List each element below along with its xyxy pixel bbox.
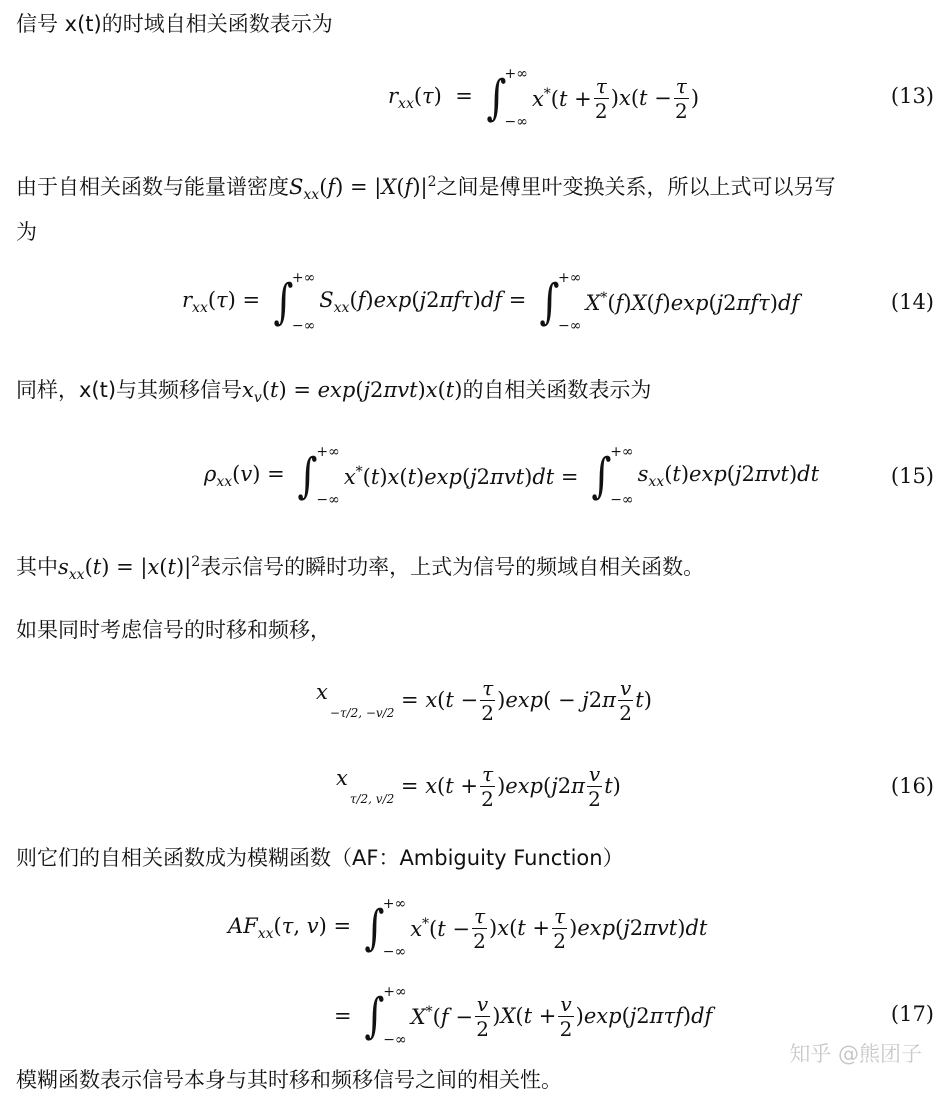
equation-number-17: (17) xyxy=(890,1002,934,1026)
paragraph-6: 则它们的自相关函数成为模糊函数（AF：Ambiguity Function） xyxy=(16,846,624,870)
paragraph-1: 信号 x(t)的时域自相关函数表示为 xyxy=(16,12,333,36)
equation-number-15: (15) xyxy=(890,464,934,488)
equation-16-line-2: x τ/2, v/2 = x(t + $\frac{\tau}{2}$ )exp(j2π $\frac{v}{2}$ t) xyxy=(336,761,621,811)
paragraph-3-text-b: 的自相关函数表示为 xyxy=(462,378,652,402)
paragraph-2: 由于自相关函数与能量谱密度$S_{xx}(f) = |X(f)|^2$之间是傅里叶变换关系，所以上式可以另写 xyxy=(16,174,836,204)
equation-number-13: (13) xyxy=(890,84,934,108)
equation-number-14: (14) xyxy=(890,290,934,314)
equation-13: $r_{xx}(\tau)$ = ∫ +∞ −∞ x*(t + $\frac{\tau}{2}$ )x(t − $\frac{\tau}{2}$ ) xyxy=(388,66,700,130)
equation-15: $\rho_{xx}(v)$ = ∫ +∞ −∞ x*(t)x(t)exp(j2πvt)dt = ∫ +∞ −∞ $s_{xx}(t)\exp(j2\pi vt)dt$ xyxy=(204,444,820,508)
paragraph-4: 其中$s_{xx}(t) = |x(t)|^2$表示信号的瞬时功率，上式为信号的频域自相关函数。 xyxy=(16,554,705,584)
paragraph-2-continued: 为 xyxy=(16,220,37,244)
equation-17-line-2: = ∫ +∞ −∞ X*(f − $\frac{v}{2}$ )X(t + $\frac{v}{2}$ )exp(j2πτf)df xyxy=(334,984,713,1048)
paragraph-7: 模糊函数表示信号本身与其时移和频移信号之间的相关性。 xyxy=(16,1068,562,1092)
equation-14: $r_{xx}(\tau)$ = ∫ +∞ −∞ $S_{xx}(f)\exp(j2\pi f\tau)df$ = ∫ +∞ −∞ X*(f)X(f)exp(j2πfτ)df xyxy=(182,270,800,334)
equation-17-line-1: $AF_{xx}(\tau$, v) = ∫ +∞ −∞ x*(t − $\frac{\tau}{2}$ )x(t + $\frac{\tau}{2}$ )exp(j2πvt)dt xyxy=(228,896,708,960)
paragraph-4-text-b: 表示信号的瞬时功率，上式为信号的频域自相关函数。 xyxy=(200,555,705,579)
equation-16-line-1: x −τ/2, −v/2 = x(t − $\frac{\tau}{2}$ )exp( − j2π $\frac{v}{2}$ t) xyxy=(316,675,652,725)
paragraph-5: 如果同时考虑信号的时移和频移， xyxy=(16,618,331,642)
paragraph-3: 同样，x(t)与其频移信号$x_v(t) = \exp(j2\pi vt)x(t)$的自相关函数表示为 xyxy=(16,378,652,407)
paragraph-4-text-a: 其中 xyxy=(16,555,58,579)
equation-number-16: (16) xyxy=(890,774,934,798)
watermark: 知乎 @熊团子 xyxy=(789,1042,922,1066)
paragraph-2-text-a: 由于自相关函数与能量谱密度 xyxy=(16,175,289,199)
paragraph-3-text-a: 同样，x(t)与其频移信号 xyxy=(16,378,243,402)
paragraph-2-text-b: 之间是傅里叶变换关系，所以上式可以另写 xyxy=(436,175,836,199)
